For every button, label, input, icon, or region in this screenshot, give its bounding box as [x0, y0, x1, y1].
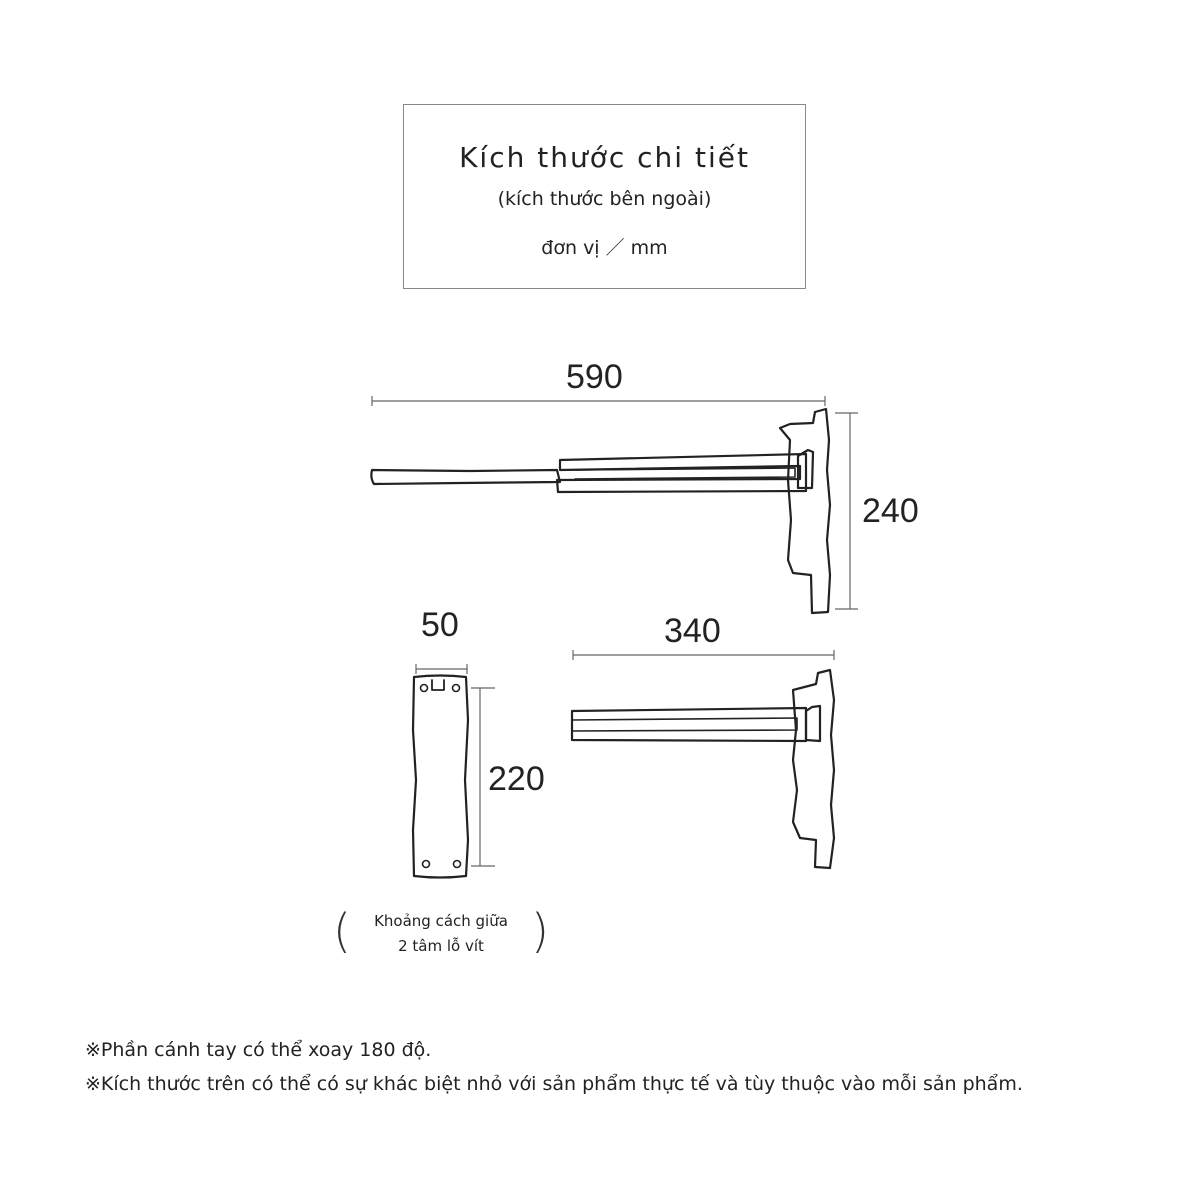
dim-plate-width: 50: [421, 606, 459, 644]
diagram-title: Kích thước chi tiết: [459, 141, 750, 174]
extended-arm-inner: [575, 468, 795, 479]
extended-wall-plate: [780, 409, 830, 613]
footnotes: [85, 1033, 1023, 1101]
diagram-subtitle: (kích thước bên ngoài): [497, 188, 712, 210]
folded-wall-plate: [793, 670, 834, 868]
extended-arm-frame: [557, 454, 806, 492]
right-paren-icon: ): [531, 904, 549, 958]
screw-hole-bottom-left: [423, 861, 430, 868]
folded-bracket: [806, 706, 820, 741]
dim-screw-spacing: 220: [488, 760, 545, 798]
screw-hole-top-right: [453, 685, 460, 692]
note-line-1: Khoảng cách giữa: [374, 912, 508, 930]
screw-spacing-note: [333, 905, 549, 961]
dim-overall-length: 590: [566, 358, 623, 396]
footnote-rotation: ※Phần cánh tay có thể xoay 180 độ.: [85, 1039, 432, 1061]
dim-overall-height: 240: [862, 492, 919, 530]
note-line-2: 2 tâm lỗ vít: [398, 937, 484, 955]
left-paren-icon: (: [333, 904, 351, 958]
screw-hole-top-left: [421, 685, 428, 692]
footnote-size-variation: ※Kích thước trên có thể có sự khác biệt nhỏ với sản phẩm thực tế và tùy thuộc vào mỗi sản phẩm.: [85, 1073, 1023, 1095]
unit-label: đơn vị ／ mm: [541, 237, 668, 259]
folded-arm-inner: [572, 718, 797, 731]
folded-arm-outer: [572, 708, 806, 741]
dim-folded-length: 340: [664, 612, 721, 650]
screw-slot-top: [432, 680, 444, 690]
screw-spacing-note-text: [361, 909, 521, 959]
extended-long-arm: [371, 470, 560, 484]
mounting-plate: [413, 676, 468, 878]
screw-hole-bottom-right: [454, 861, 461, 868]
